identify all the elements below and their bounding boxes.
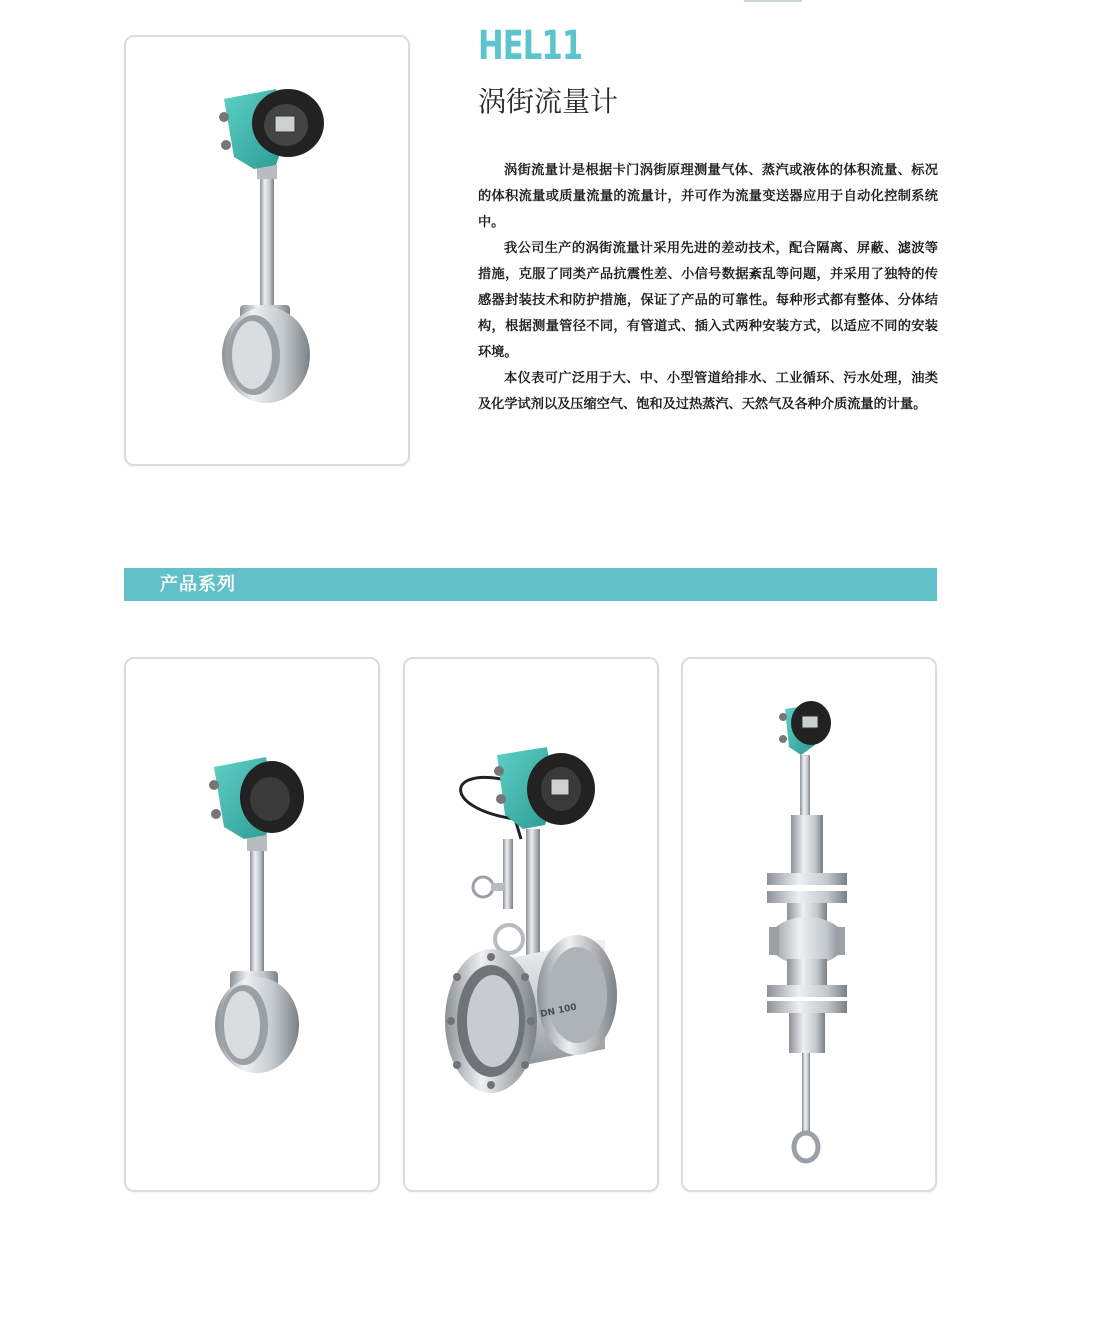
top-decor-line bbox=[744, 0, 802, 2]
wafer-meter-image bbox=[126, 659, 382, 1194]
flanged-meter-image bbox=[405, 659, 661, 1194]
product-description-3: 本仪表可广泛用于大、中、小型管道给排水、工业循环、污水处理，油类及化学试剂以及压缩空气、饱和及过热蒸汽、天然气及各种介质流量的计量。 bbox=[478, 371, 938, 412]
product-description-2: 我公司生产的涡街流量计采用先进的差动技术，配合隔离、屏蔽、滤波等措施，克服了同类产品抗震性差、小信号数据紊乱等问题，并采用了独特的传感器封装技术和防护措施，保证了产品的可靠性。每种形式都有整体、分体结构，根据测量管径不同，有管道式、插入式两种安装方式，以适应不同的安装环境。 bbox=[478, 241, 938, 360]
series-card-insertion bbox=[681, 657, 937, 1192]
product-series-title: 产品系列 bbox=[160, 574, 236, 595]
series-card-wafer bbox=[124, 657, 380, 1192]
flange-size-label: DN 100 bbox=[539, 1002, 578, 1020]
product-series-header bbox=[124, 568, 937, 601]
product-name: 涡街流量计 bbox=[478, 85, 619, 118]
hero-product-card bbox=[124, 35, 410, 466]
series-card-flanged bbox=[403, 657, 659, 1192]
product-description-1: 涡街流量计是根据卡门涡街原理测量气体、蒸汽或液体的体积流量、标况的体积流量或质量流量的流量计，并可作为流量变送器应用于自动化控制系统中。 bbox=[478, 163, 938, 230]
product-model: HEL11 bbox=[478, 23, 583, 69]
insertion-meter-image bbox=[683, 659, 939, 1194]
wafer-vortex-meter-image bbox=[126, 37, 412, 468]
